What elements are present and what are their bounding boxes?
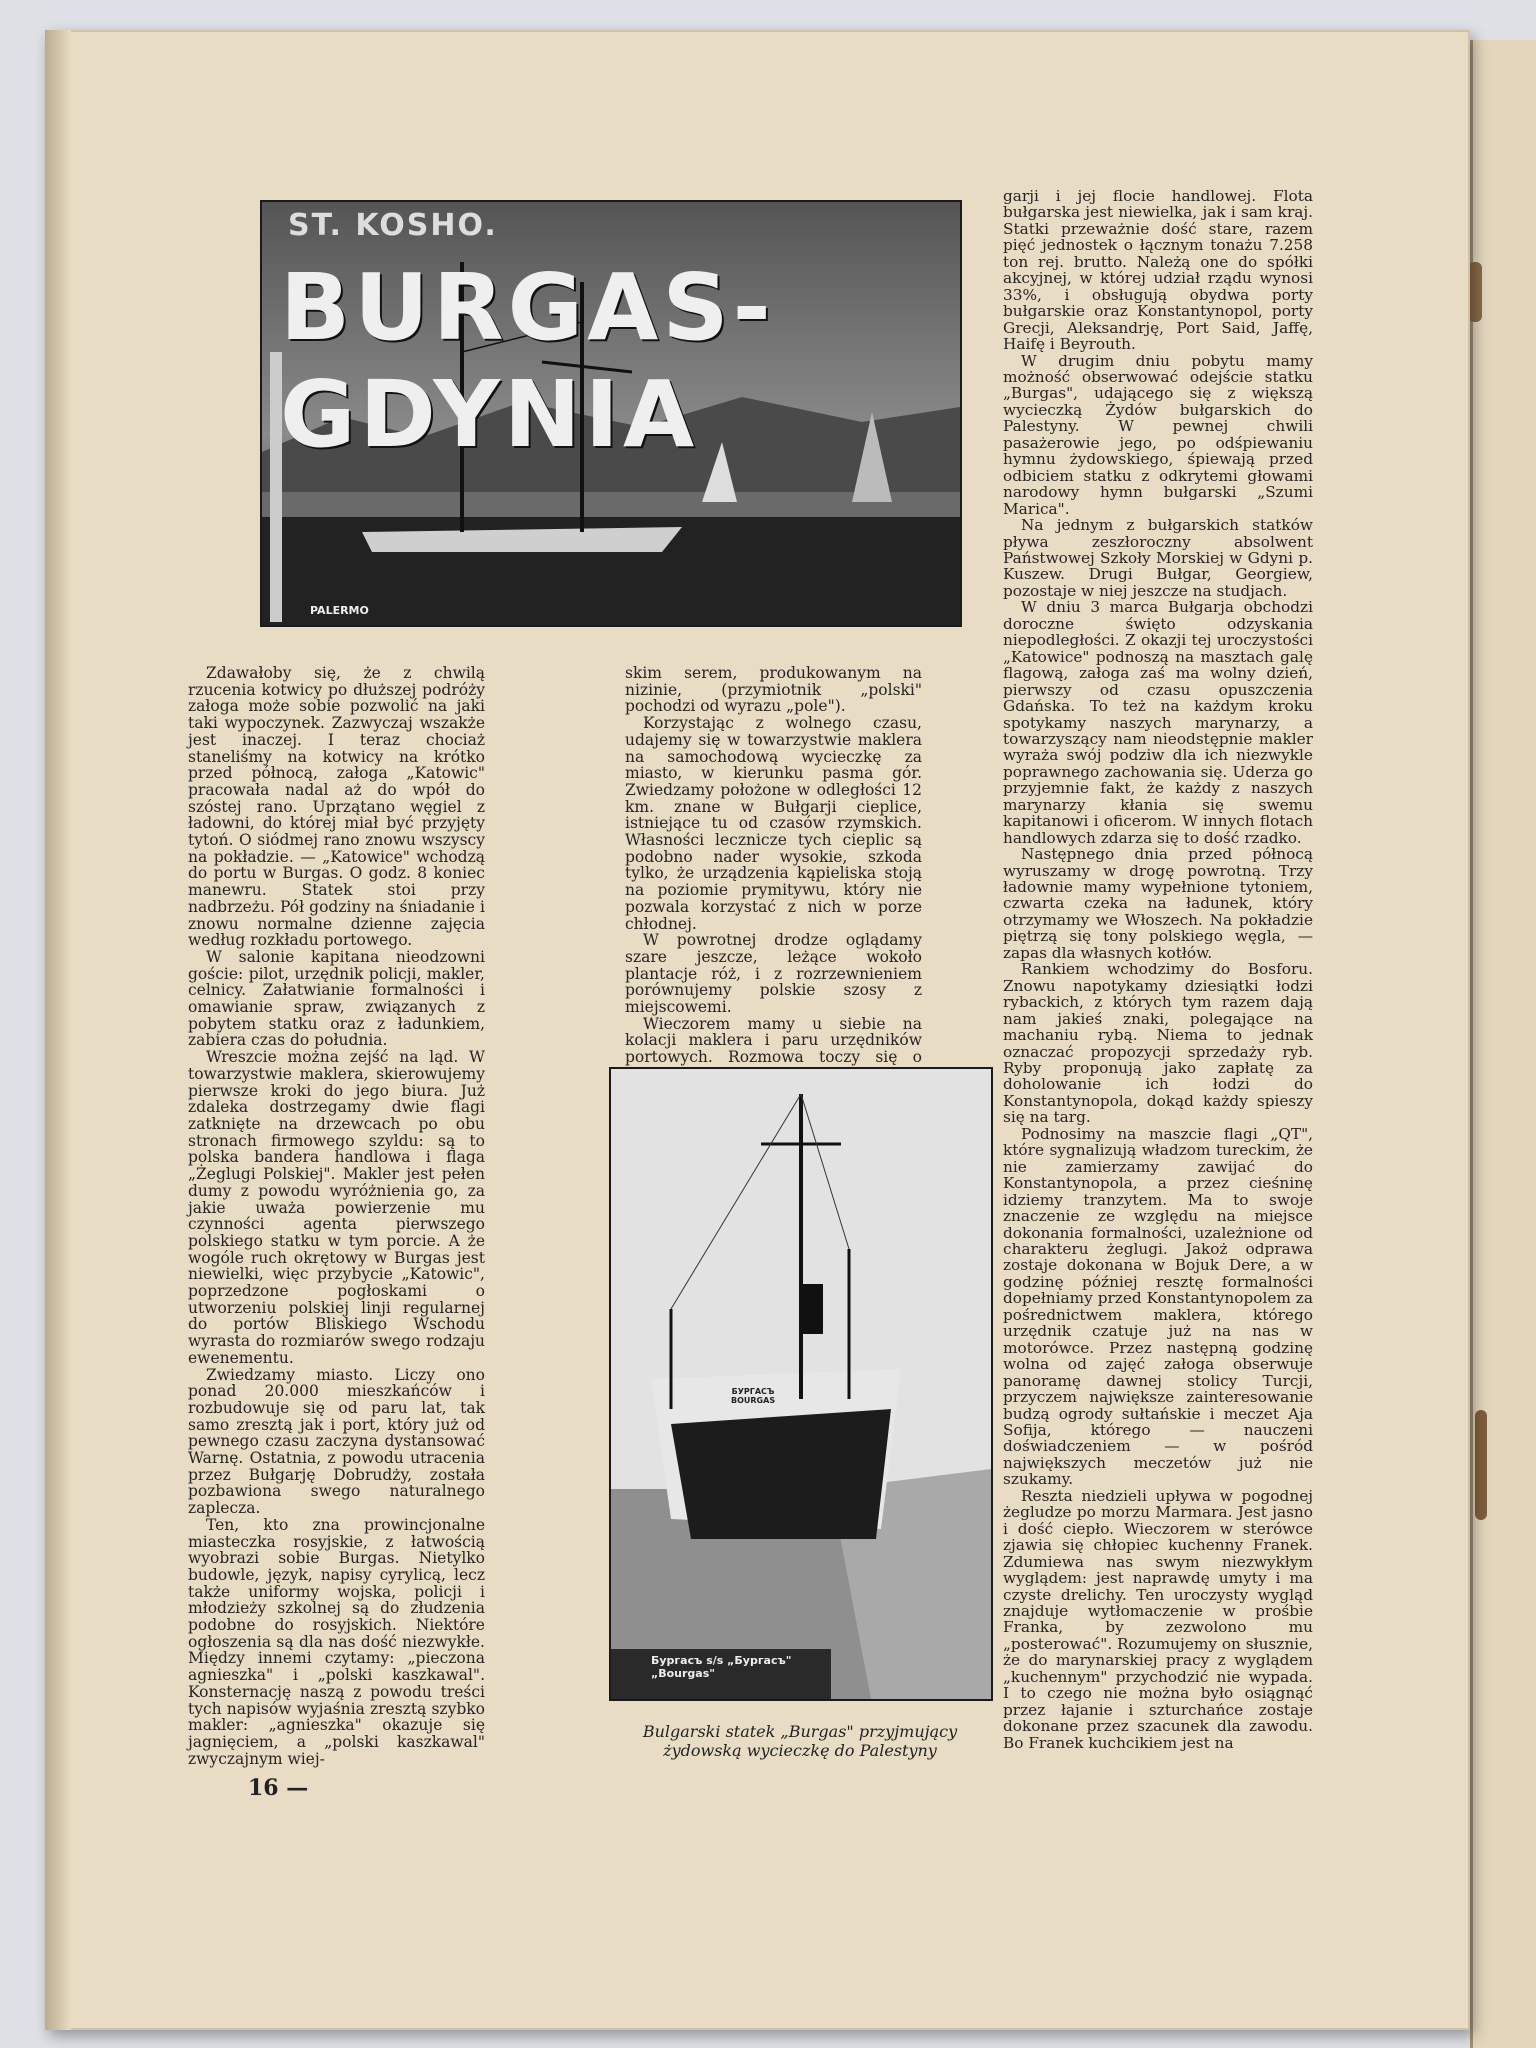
paragraph: Następnego dnia przed północą wyruszamy w drogę powrotną. Trzy ładownie mamy wypełnione tytoniem, czwarta czeka na ładunek, który otrzymamy we Włoszech. Na pokładzie piętrzą się tony polskiego węgla, — zapas dla własnych kotłów.	[1003, 845, 1313, 962]
headline-title: BURGAS-GDYNIA	[280, 254, 775, 468]
paragraph: Zwiedzamy miasto. Liczy ono ponad 20.000 mieszkańców i rozbudowuje się od paru lat, tak samo zresztą jak i port, który już od pewnego czasu zaczyna dystansować Warnę. Ostatnia, z powodu utracenia przez Bułgarję Dobrudży, została pozbawiona swego naturalnego zaplecza.	[188, 1365, 485, 1518]
caption-line: Bulgarski statek „Burgas" przyjmujący	[642, 1722, 958, 1741]
paragraph: Wreszcie można zejść na ląd. W towarzystwie maklera, skierowujemy pierwsze kroki do jego biura. Już zdaleka dostrzegamy dwie flagi zatknięte na drzewcach po obu stronach firmowego szyldu: są to polska bandera handlowa i flaga „Żeglugi Polskiej". Makler jest pełen dumy z powodu wyróżnienia go, za jakie uważa powierzenie mu czynności agenta pierwszego polskiego statku w tym porcie. A że wogóle ruch okrętowy w Burgas jest niewielki, więc przybycie „Katowic", poprzedzone pogłoskami o utworzeniu polskiej linji regularnej do portów Bliskiego Wschodu wyrasta do rozmiarów swego rodzaju ewenementu.	[188, 1048, 485, 1367]
ship-illustration	[611, 1069, 991, 1699]
paragraph: W drugim dniu pobytu mamy możność obserwować odejście statku „Burgas", udającego się z większą wycieczką Żydów bułgarskich do Palestyny. W pewnej chwili pasażerowie jego, po odśpiewaniu hymnu żydowskiego, śpiewają przed odbiciem statku z odkrytemi głowami narodowy hymn bułgarski „Szumi Marica".	[1003, 351, 1313, 518]
ship-photo	[609, 1067, 993, 1701]
paragraph: garji i jej flocie handlowej. Flota bułgarska jest niewielka, jak i sam kraj. Statki przeważnie dość stare, razem pięć jednostek o łącznym tonażu 7.258 ton rej. brutto. Należą one do spółki akcyjnej, w której udział rządu wynosi 33%, i obsługują obydwa porty bułgarskie oraz Konstantynopol, porty Grecji, Aleksandrję, Port Said, Jaffę, Haifę i Beyrouth.	[1003, 187, 1313, 354]
paragraph: Na jednym z bułgarskich statków pływa zeszłoroczny absolwent Państwowej Szkoły Morskiej w Gdyni p. Kuszew. Drugi Bułgar, Georgiew, pozostaje w niej jeszcze na studjach.	[1003, 516, 1313, 600]
ship-hull-name: БУРГАСЪ BOURGAS	[731, 1387, 776, 1405]
page-tear	[1475, 1410, 1487, 1520]
harbor-photo	[260, 200, 962, 627]
paragraph: W salonie kapitana nieodzowni goście: pilot, urzędnik policji, makler, celnicy. Załatwianie formalności i omawianie spraw, związanych z pobytem statku oraz z ładunkiem, zabiera czas do południa.	[188, 947, 485, 1050]
paragraph: Ten, kto zna prowincjonalne miasteczka rosyjskie, z łatwością wyobrazi sobie Burgas. Nietylko budowle, język, napisy cyrylicą, lecz także uniformy wojska, policji i młodzieży szkolnej są do złudzenia podobne do rosyjskich. Niektóre ogłoszenia są dla nas dość niezwykłe. Między innemi czytamy: „pieczona agnieszka" i „polski kaszkawal". Konsternację naszą z powodu treści tych napisów wyjaśnia zresztą szybko makler: „agnieszka" okazuje się jagnięciem, a „polski kaszkawal" zwyczajnym wiej-	[188, 1515, 485, 1768]
ship-photo-caption	[605, 1722, 995, 1760]
text-column-right	[1003, 188, 1313, 1751]
headline-subline: ST. KOSHO.	[288, 208, 498, 243]
paragraph: Korzystając z wolnego czasu, udajemy się w towarzystwie maklera na samochodową wycieczkę za miasto, w kierunku pasma gór. Zwiedzamy położone w odległości 12 km. znane w Bułgarji cieplice, istniejące tu od czasów rzymskich. Własności lecznicze tych cieplic są podobno nader wysokie, szkoda tylko, że urządzenia kąpieliska stoją na poziomie prymitywu, który nie pozwala korzystać z nich w porze chłodnej.	[625, 714, 922, 933]
paragraph: W dniu 3 marca Bułgarja obchodzi doroczne święto odzyskania niepodległości. Z okazji tej uroczystości „Katowice" podnoszą na masztach galę flagową, załoga zaś ma wolny dzień, pierwszy od czasu opuszczenia Gdańska. To też na każdym kroku spotykamy naszych marynarzy, a towarzyszący nam nieodstępnie makler wyraża swój podziw dla ich niezwykle poprawnego zachowania się. Uderza go przyjemnie fakt, że każdy z naszych marynarzy kłania się swemu kapitanowi i oficerom. W innych flotach handlowych zdarza się to dość rzadko.	[1003, 598, 1313, 847]
caption-line: żydowską wycieczkę do Palestyny	[663, 1741, 937, 1760]
paragraph: skim serem, produkowanym na nizinie, (przymiotnik „polski" pochodzi od wyrazu „pole").	[625, 664, 922, 716]
next-page-edge	[1470, 40, 1536, 2048]
page-tear	[1468, 262, 1482, 322]
text-column-left	[188, 665, 485, 1767]
paragraph: W powrotnej drodze oglądamy szare jeszcze, leżące wokoło plantacje róż, i z rozrzewnieniem porównujemy polskie szosy z miejscowemi.	[625, 931, 922, 1017]
photo-location-label: PALERMO	[310, 604, 369, 617]
paragraph: Wieczorem mamy u siebie na kolacji maklera i paru urzędników portowych. Rozmowa toczy się o	[625, 1014, 922, 1067]
paragraph: Podnosimy na maszcie flagi „QT", które sygnalizują władzom tureckim, że nie zamierzamy zawijać do Konstantynopola, a przez cieśninę idziemy tranzytem. Ma to swoje znaczenie ze względu na miejsce dokonania formalności, uzależnione od charakteru żeglugi. Jakoż odprawa zostaje dokonana w Bojuk Dere, a w godzinę później resztę formalności dopełniamy przed Konstantynopolem za pośrednictwem maklera, którego urzędnik czatuje już na nas w motorówce. Przez następną godzinę wolna od zajęć załoga obserwuje panoramę dawnej stolicy Turcji, przyczem największe zainteresowanie budzą ogrody sułtańskie i meczet Aja Sofija, którego — nauczeni doświadczeniem — w pośród największych meczetów już nie szukamy.	[1003, 1124, 1313, 1489]
page-number: 16 —	[248, 1775, 309, 1801]
paragraph: Zdawałoby się, że z chwilą rzucenia kotwicy po dłuższej podróży załoga może sobie pozwolić na jaki taki wypoczynek. Zazwyczaj wszakże jest inaczej. I teraz chociaż staneliśmy na kotwicy na krótko przed północą, załoga „Katowic" pracowała nadal aż do wpół do szóstej rano. Uprzątano węgiel z ładowni, do której miał być przyjęty tytoń. O siódmej rano znowu wszyscy na pokładzie. — „Katowice" wchodzą do portu w Burgas. O godz. 8 koniec manewru. Statek stoi przy nadbrzeżu. Pół godziny na śniadanie i znowu normalne dzienne zajęcia według rozkładu portowego.	[188, 664, 485, 950]
paragraph: Reszta niedzieli upływa w pogodnej żegludze po morzu Marmara. Jest jasno i dość ciepło. Wieczorem w sterówce zjawia się chłopiec kuchenny Franek. Zdumiewa nas swym niezwykłym wyglądem: jest naprawdę umyty i ma czyste drelichy. Ten uroczysty wygląd znajduje wytłomaczenie w prośbie Franka, by zezwolono mu „posterować". Rozumujemy on słusznie, że do marynarskiej pracy z wyglądem „kuchennym" przychodzić nie wypada. I to czego nie można było osiągnąć przez łajanie i szturchańce zostaje dokonane przez szacunek dla zawodu. Bo Franek kuchcikiem jest na	[1003, 1486, 1313, 1752]
text-column-middle	[625, 665, 922, 1083]
paragraph: Rankiem wchodzimy do Bosforu. Znowu napotykamy dziesiątki łodzi rybackich, z których tym razem dają nam jakieś znaki, polegające na machaniu rybą. Niema to jednak oznaczać propozycji sprzedaży ryb. Ryby proponują jako zapłatę za doholowanie ich łodzi do Konstantynopola, dokąd każdy spieszy się na targ.	[1003, 960, 1313, 1127]
magazine-page	[45, 30, 1470, 2030]
ship-photo-inset: Бургасъ s/s „Бургасъ" „Bourgas"	[651, 1654, 792, 1680]
